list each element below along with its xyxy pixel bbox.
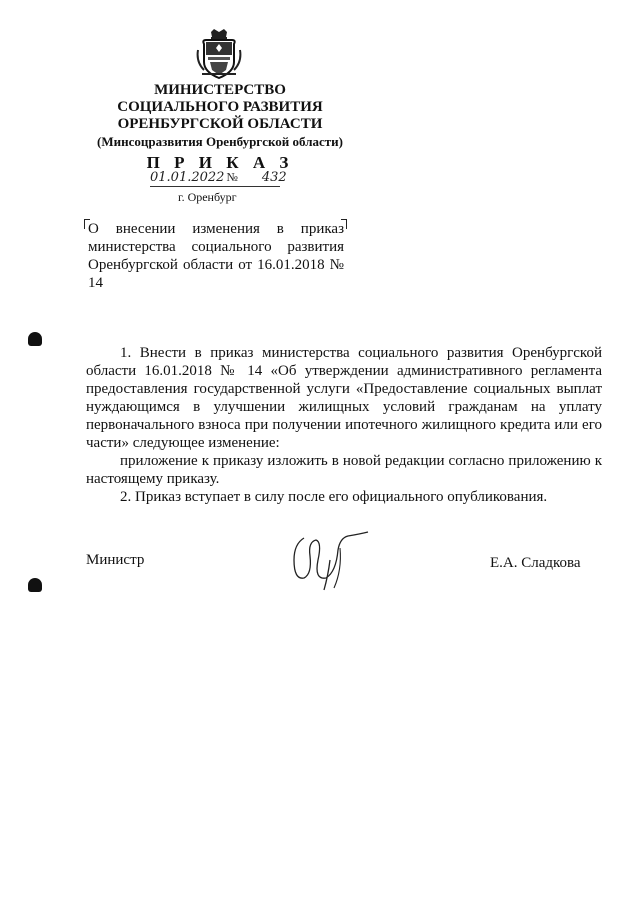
order-paragraph-3: 2. Приказ вступает в силу после его официального опубликования. <box>120 489 548 505</box>
order-paragraph-2: приложение к приказу изложить в новой редакции согласно приложению к настоящему приказу. <box>86 453 602 487</box>
ministry-header <box>60 82 380 150</box>
ministry-name-line1: МИНИСТЕРСТВО <box>154 82 286 98</box>
handwritten-signature <box>282 530 374 592</box>
punch-hole-mark <box>28 578 42 592</box>
ministry-abbreviation: (Минсоцразвития Оренбургской области) <box>97 134 343 149</box>
order-city: г. Оренбург <box>178 190 237 204</box>
signer-name: Е.А. Сладкова <box>490 555 581 571</box>
order-date-number <box>150 170 287 185</box>
number-sign: № <box>226 170 238 184</box>
ministry-name-line3: ОРЕНБУРГСКОЙ ОБЛАСТИ <box>117 116 323 132</box>
date-underline <box>150 186 280 187</box>
order-paragraph-1: 1. Внести в приказ министерства социального развития Оренбургской области 16.01.2018 № 14 «Об утверждении административного регламента предоставления государственной услуги «Предоставление социальных выплат нуждающимся в улучшении жилищных условий гражданам на уплату первоначального взноса при получении ипотечного жилищного кредита или его части» следующее изменение: <box>86 345 602 451</box>
order-number: 432 <box>261 170 287 185</box>
document-title: П Р И К А З <box>146 153 294 172</box>
order-subject: О внесении изменения в приказ министерства социального развития Оренбургской области от 16.01.2018 № 14 <box>88 221 344 291</box>
coat-of-arms-emblem <box>196 28 242 80</box>
ministry-name-line2: СОЦИАЛЬНОГО РАЗВИТИЯ <box>117 99 323 115</box>
punch-hole-mark <box>28 332 42 346</box>
order-date: 01.01.2022 <box>150 170 225 185</box>
signer-position: Министр <box>86 552 145 568</box>
order-body <box>86 344 602 506</box>
